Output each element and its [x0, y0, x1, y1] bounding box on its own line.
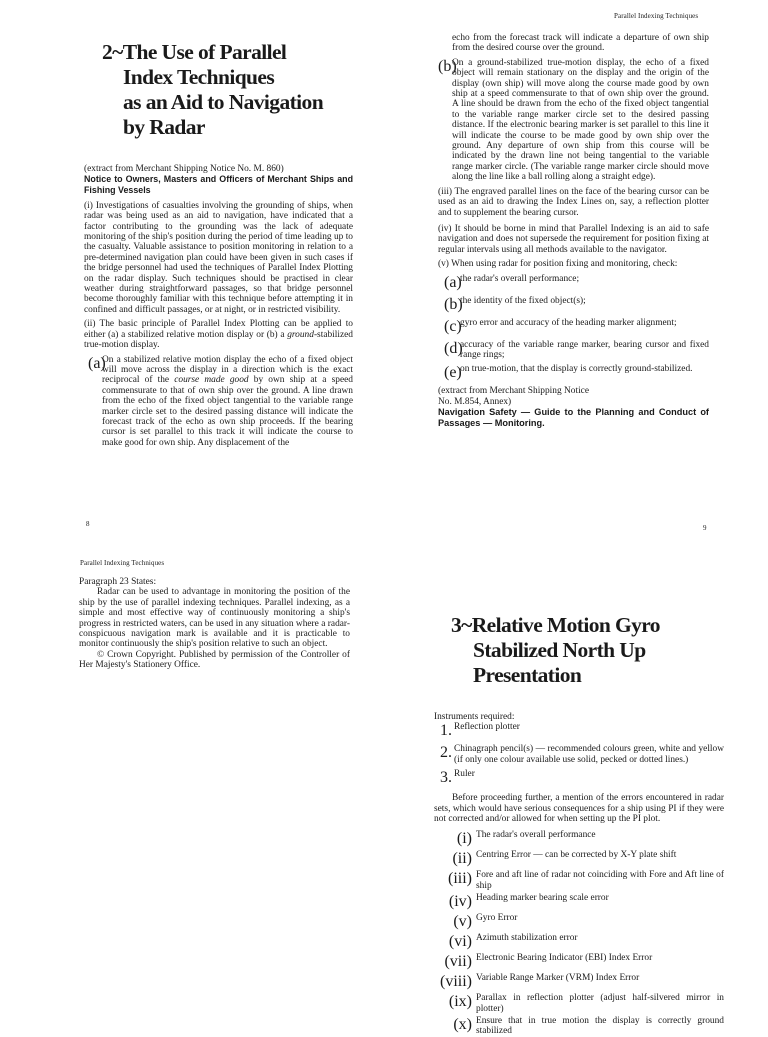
- item-a-text: On a stabilized relative motion display the echo of a fixed object will move across the display in a direction which is the exact reciprocal of the course made good by own ship at a speed commensurate to that of own ship over the ground. A line drawn from the echo of the fixed object tangential to the variable range marker circle set to the desired passing distance will indicate the forecast track of the echo as own ship proceeds. If the bearing cursor is set parallel to this track it will indicate the course to make good for own ship. Any displacement of the: [102, 354, 353, 448]
- error-item: (vi) Azimuth stabilization error: [448, 933, 578, 951]
- error-item: (iv) Heading marker bearing scale error: [448, 893, 609, 911]
- page-number: 8: [86, 520, 90, 528]
- paragraph-i: (i) Investigations of casualties involving the grounding of ships, when radar was being used as an aid to navigation, have indicated that a factor contributing to the grounding was the lack of adequate monitoring of the ship's position during the period of time leading up to the casualty. Valuable assistance to position monitoring in relation to a pre-determined navigation plan could have been given in such cases if the bridge personnel had used the techniques of Parallel Index Plotting on the radar display. Such techniques should be practised in clear weather during straightforward passages, so that bridge personnel become thoroughly familiar with this technique before attempting it in confined and difficult passages, or at night, or in restricted visibility.: [84, 200, 353, 315]
- check-text: accuracy of the variable range marker, bearing cursor and fixed range rings;: [460, 339, 709, 360]
- page-9: [384, 0, 768, 545]
- error-item: (i) The radar's overall performance: [456, 830, 596, 848]
- check-label: (a): [444, 273, 462, 291]
- check-item: [438, 340, 709, 361]
- error-item: (ii) Centring Error — can be corrected by X-Y plate shift: [452, 850, 677, 868]
- check-label: (c): [444, 317, 462, 335]
- page-number: 9: [703, 524, 707, 532]
- error-item: (v) Gyro Error: [453, 913, 518, 931]
- chapter-3-title: [451, 613, 731, 688]
- check-item: [438, 318, 709, 336]
- page-8: [0, 0, 384, 545]
- page-10: [0, 545, 384, 1024]
- page-11: [384, 545, 768, 1037]
- check-label: (d): [444, 339, 463, 357]
- error-item: (vii) Electronic Bearing Indicator (EBI) Index Error: [444, 953, 653, 971]
- notice-heading: Notice to Owners, Masters and Officers of Merchant Ships and Fishing Vessels: [84, 174, 353, 195]
- item-b-text: On a ground-stabilized true-motion display, the echo of a fixed object will remain stationary on the display and the origin of the display (own ship) will move along the course made good by own ship at a speed commensurate to that of own ship over the ground. A line should be drawn from the echo of the fixed object tangential to the variable range marker circle set to the desired passing distance. If the electronic bearing marker is set parallel to this line it will indicate the course to be made good by own ship over the ground. Any departure of own ship from this course will be indicated by the drawn line not being tangential to the variable range marker circle. (The variable range marker circle should move along the line like a ball rolling along a straight edge).: [452, 57, 709, 183]
- item-label: (a): [88, 354, 106, 372]
- instruments-heading: Instruments required:: [434, 712, 515, 722]
- running-header: Parallel Indexing Techniques: [80, 559, 165, 567]
- check-label: (b): [444, 295, 463, 313]
- title-line: 3~Relative Motion Gyro: [451, 613, 660, 637]
- instrument-item: 3. Ruler: [440, 769, 475, 787]
- title-line: 2~The Use of Parallel: [102, 40, 287, 64]
- running-header: Parallel Indexing Techniques: [614, 12, 699, 20]
- title-line: by Radar: [123, 115, 205, 139]
- item-label: (b): [438, 57, 457, 75]
- copyright-note: © Crown Copyright. Published by permission of the Controller of Her Majesty's Stationery Office.: [79, 649, 350, 671]
- page-8-body: [84, 164, 353, 448]
- paragraph-23: Radar can be used to advantage in monitoring the position of the ship by the use of parallel indexing techniques. Parallel indexing, as a simple and most effective way of continuously monitoring a ship's progress in restricted waters, can be used in any situation where a radar-conspicuous navigation mark is available and it is practicable to monitor continuously the ship's position relative to such an object.: [79, 587, 350, 650]
- item-b: [438, 58, 709, 183]
- extract-note: No. M.854, Annex): [438, 396, 512, 407]
- instrument-item: 2. Chinagraph pencil(s) — recommended colours green, white and yellow (if only one colour available use solid, pecked or dotted lines.): [440, 744, 724, 765]
- paragraph-v: (v) When using radar for position fixing and monitoring, check:: [438, 259, 678, 270]
- error-item: (ix) Parallax in reflection plotter (adjust half-silvered mirror in plotter): [448, 993, 724, 1014]
- paragraph-iii: (iii) The engraved parallel lines on the face of the bearing cursor can be used as an aid to drawing the Index Lines on, say, a reflection plotter and to supplement the bearing cursor.: [438, 186, 709, 218]
- paragraph-heading: Paragraph 23 States:: [79, 577, 157, 587]
- chapter-2-title: [102, 40, 372, 140]
- check-text: on true-motion, that the display is correctly ground-stabilized.: [460, 364, 693, 375]
- paragraph-iv: (iv) It should be borne in mind that Parallel Indexing is an aid to safe navigation and does not supersede the requirement for position fixing at regular intervals using all methods available to the navigator.: [438, 223, 709, 255]
- page-11-body: [434, 712, 724, 1037]
- extract-note: (extract from Merchant Shipping Notice: [438, 386, 589, 397]
- page-9-body: [438, 33, 709, 429]
- errors-intro: Before proceeding further, a mention of the errors encountered in radar sets, which would have serious consequences for a ship using PI if they were not corrected and/or allowed for when setting up the PI plot.: [434, 793, 724, 825]
- check-item: [438, 274, 709, 292]
- item-a: [84, 355, 353, 449]
- check-text: the radar's overall performance;: [460, 273, 580, 284]
- check-text: gyro error and accuracy of the heading marker alignment;: [460, 317, 677, 328]
- check-item: [438, 296, 709, 314]
- check-item: [438, 364, 709, 382]
- title-line: as an Aid to Navigation: [123, 90, 324, 114]
- extract-note: (extract from Merchant Shipping Notice No. M. 860): [84, 164, 284, 174]
- error-item: (viii) Variable Range Marker (VRM) Index Error: [440, 973, 640, 991]
- check-text: the identity of the fixed object(s);: [460, 295, 586, 306]
- title-line: Presentation: [473, 663, 582, 687]
- title-line: Stabilized North Up: [473, 638, 646, 662]
- check-label: (e): [444, 364, 462, 382]
- error-item: (iii) Fore and aft line of radar not coinciding with Fore and Aft line of ship: [448, 870, 724, 891]
- continued-text: echo from the forecast track will indicate a departure of own ship from the desired course over the ground.: [452, 33, 709, 54]
- paragraph-ii: (ii) The basic principle of Parallel Index Plotting can be applied to either (a) a stabilized relative motion display or (b) a ground-stabilized true-motion display.: [84, 319, 353, 351]
- error-item: (x) Ensure that in true motion the display is correctly ground stabilized: [453, 1016, 724, 1037]
- title-line: Index Techniques: [123, 65, 275, 89]
- instrument-item: 1. Reflection plotter: [440, 722, 520, 740]
- guide-heading: Navigation Safety — Guide to the Planning and Conduct of Passages — Monitoring.: [438, 407, 709, 429]
- page-10-body: [79, 577, 350, 671]
